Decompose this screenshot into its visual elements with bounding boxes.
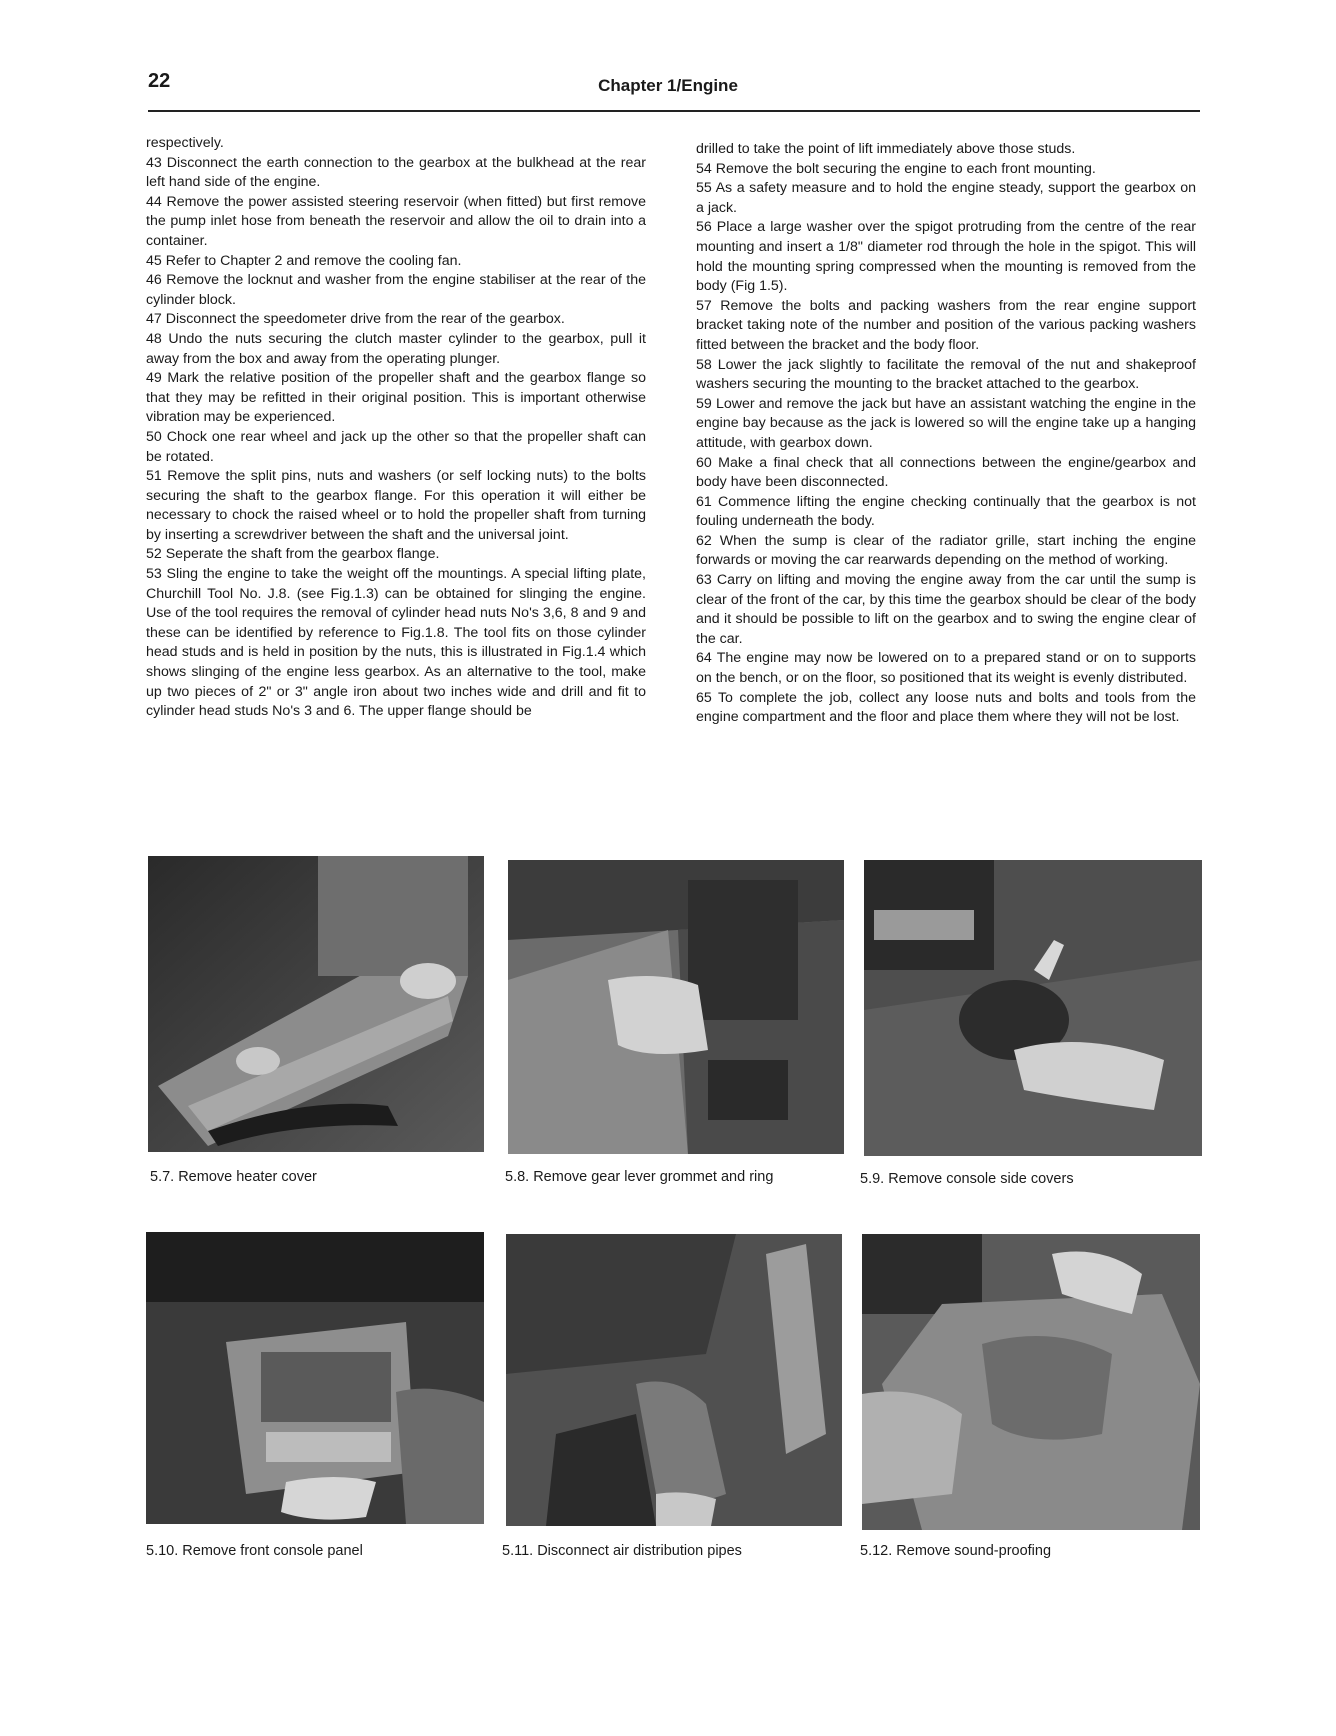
figure-caption: 5.8. Remove gear lever grommet and ring: [505, 1169, 774, 1185]
figure-caption: 5.7. Remove heater cover: [150, 1169, 317, 1185]
paragraph: 51 Remove the split pins, nuts and washers (or self locking nuts) to the bolts securing the shaft to the gearbox flange. For this operation it will either be necessary to chock the raised wheel or to hold the propeller shaft from turning by inserting a screwdriver between the shaft and the universal joint.: [146, 468, 646, 543]
paragraph: respectively.: [146, 135, 224, 151]
paragraph: drilled to take the point of lift immediately above those studs.: [696, 141, 1076, 157]
paragraph: 64 The engine may now be lowered on to a prepared stand or on to supports on the bench, or on the floor, so positioned that its weight is evenly distributed.: [696, 650, 1196, 687]
paragraph: 57 Remove the bolts and packing washers from the rear engine support bracket taking note of the number and position of the various packing washers fitted between the bracket and the body floor.: [696, 297, 1196, 353]
paragraph: 50 Chock one rear wheel and jack up the other so that the propeller shaft can be rotated.: [146, 428, 646, 465]
photo-5-11: [506, 1234, 842, 1526]
photo-5-9: [864, 860, 1202, 1156]
figure-caption: 5.9. Remove console side covers: [860, 1171, 1074, 1187]
paragraph: 60 Make a final check that all connections between the engine/gearbox and body have been disconnected.: [696, 454, 1196, 491]
paragraph: 53 Sling the engine to take the weight off the mountings. A special lifting plate, Churchill Tool No. J.8. (see Fig.1.3) can be obtained for slinging the engine. Use of the tool requires the removal of cylinder head nuts No's 3,6, 8 and 9 and these can be identified by reference to Fig.1.8. The tool fits on those cylinder head studs and is held in position by the nuts, this is illustrated in Fig.1.4 which shows slinging of the engine less gearbox. As an alternative to the tool, make up two pieces of 2" or 3" angle iron about two inches wide and drill and fit to cylinder head studs No's 3 and 6. The upper flange should be: [146, 566, 646, 720]
chapter-title: Chapter 1/Engine: [598, 76, 738, 95]
paragraph: 61 Commence lifting the engine checking continually that the gearbox is not fouling underneath the body.: [696, 493, 1196, 530]
page-number: 22: [148, 70, 171, 92]
paragraph: 55 As a safety measure and to hold the engine steady, support the gearbox on a jack.: [696, 180, 1196, 216]
photo-5-12: [862, 1234, 1200, 1530]
paragraph: 46 Remove the locknut and washer from the engine stabiliser at the rear of the cylinder block.: [146, 272, 646, 308]
figure-caption: 5.12. Remove sound-proofing: [860, 1543, 1052, 1559]
photo-5-7: [148, 856, 484, 1152]
paragraph: 65 To complete the job, collect any loose nuts and bolts and tools from the engine compartment and the floor and place them where they will not be lost.: [696, 689, 1196, 726]
photo-5-8: [508, 860, 844, 1154]
photo-5-10: [146, 1232, 484, 1524]
paragraph: 58 Lower the jack slightly to facilitate the removal of the nut and shakeproof washers securing the mounting to the bracket attached to the gearbox.: [696, 356, 1196, 393]
paragraph: 49 Mark the relative position of the propeller shaft and the gearbox flange so that they may be refitted in their original position. This is important otherwise vibration may be experienced.: [146, 370, 646, 426]
paragraph: 59 Lower and remove the jack but have an assistant watching the engine in the engine bay because as the jack is lowered so will the engine take up a hanging attitude, with gearbox down.: [696, 395, 1196, 451]
paragraph: 44 Remove the power assisted steering reservoir (when fitted) but first remove the pump inlet hose from beneath the reservoir and allow the oil to drain into a container.: [146, 193, 646, 249]
paragraph: 43 Disconnect the earth connection to the gearbox at the bulkhead at the rear left hand side of the engine.: [146, 154, 646, 191]
paragraph: 63 Carry on lifting and moving the engine away from the car until the sump is clear of the front of the car, by this time the gearbox should be clear of the body and it should be possible to lift on the gearbox and to swing the engine clear of the car.: [696, 572, 1196, 647]
paragraph: 54 Remove the bolt securing the engine to each front mounting.: [696, 160, 1096, 177]
paragraph: 56 Place a large washer over the spigot protruding from the centre of the rear mounting and insert a 1/8" diameter rod through the hole in the spigot. This will hold the mounting spring compressed when the mounting is removed from the body (Fig 1.5).: [696, 219, 1196, 295]
text-column-left: [146, 134, 646, 722]
paragraph: 45 Refer to Chapter 2 and remove the cooling fan.: [146, 252, 462, 269]
figure-caption: 5.11. Disconnect air distribution pipes: [502, 1543, 742, 1559]
text-column-right: [696, 140, 1196, 728]
paragraph: 62 When the sump is clear of the radiator grille, start inching the engine forwards or moving the car rearwards depending on the method of working.: [696, 532, 1196, 569]
header-rule: [148, 110, 1200, 112]
paragraph: 48 Undo the nuts securing the clutch master cylinder to the gearbox, pull it away from the box and away from the operating plunger.: [146, 330, 646, 367]
figure-caption: 5.10. Remove front console panel: [146, 1543, 363, 1559]
paragraph: 52 Seperate the shaft from the gearbox flange.: [146, 546, 440, 563]
paragraph: 47 Disconnect the speedometer drive from the rear of the gearbox.: [146, 311, 565, 328]
